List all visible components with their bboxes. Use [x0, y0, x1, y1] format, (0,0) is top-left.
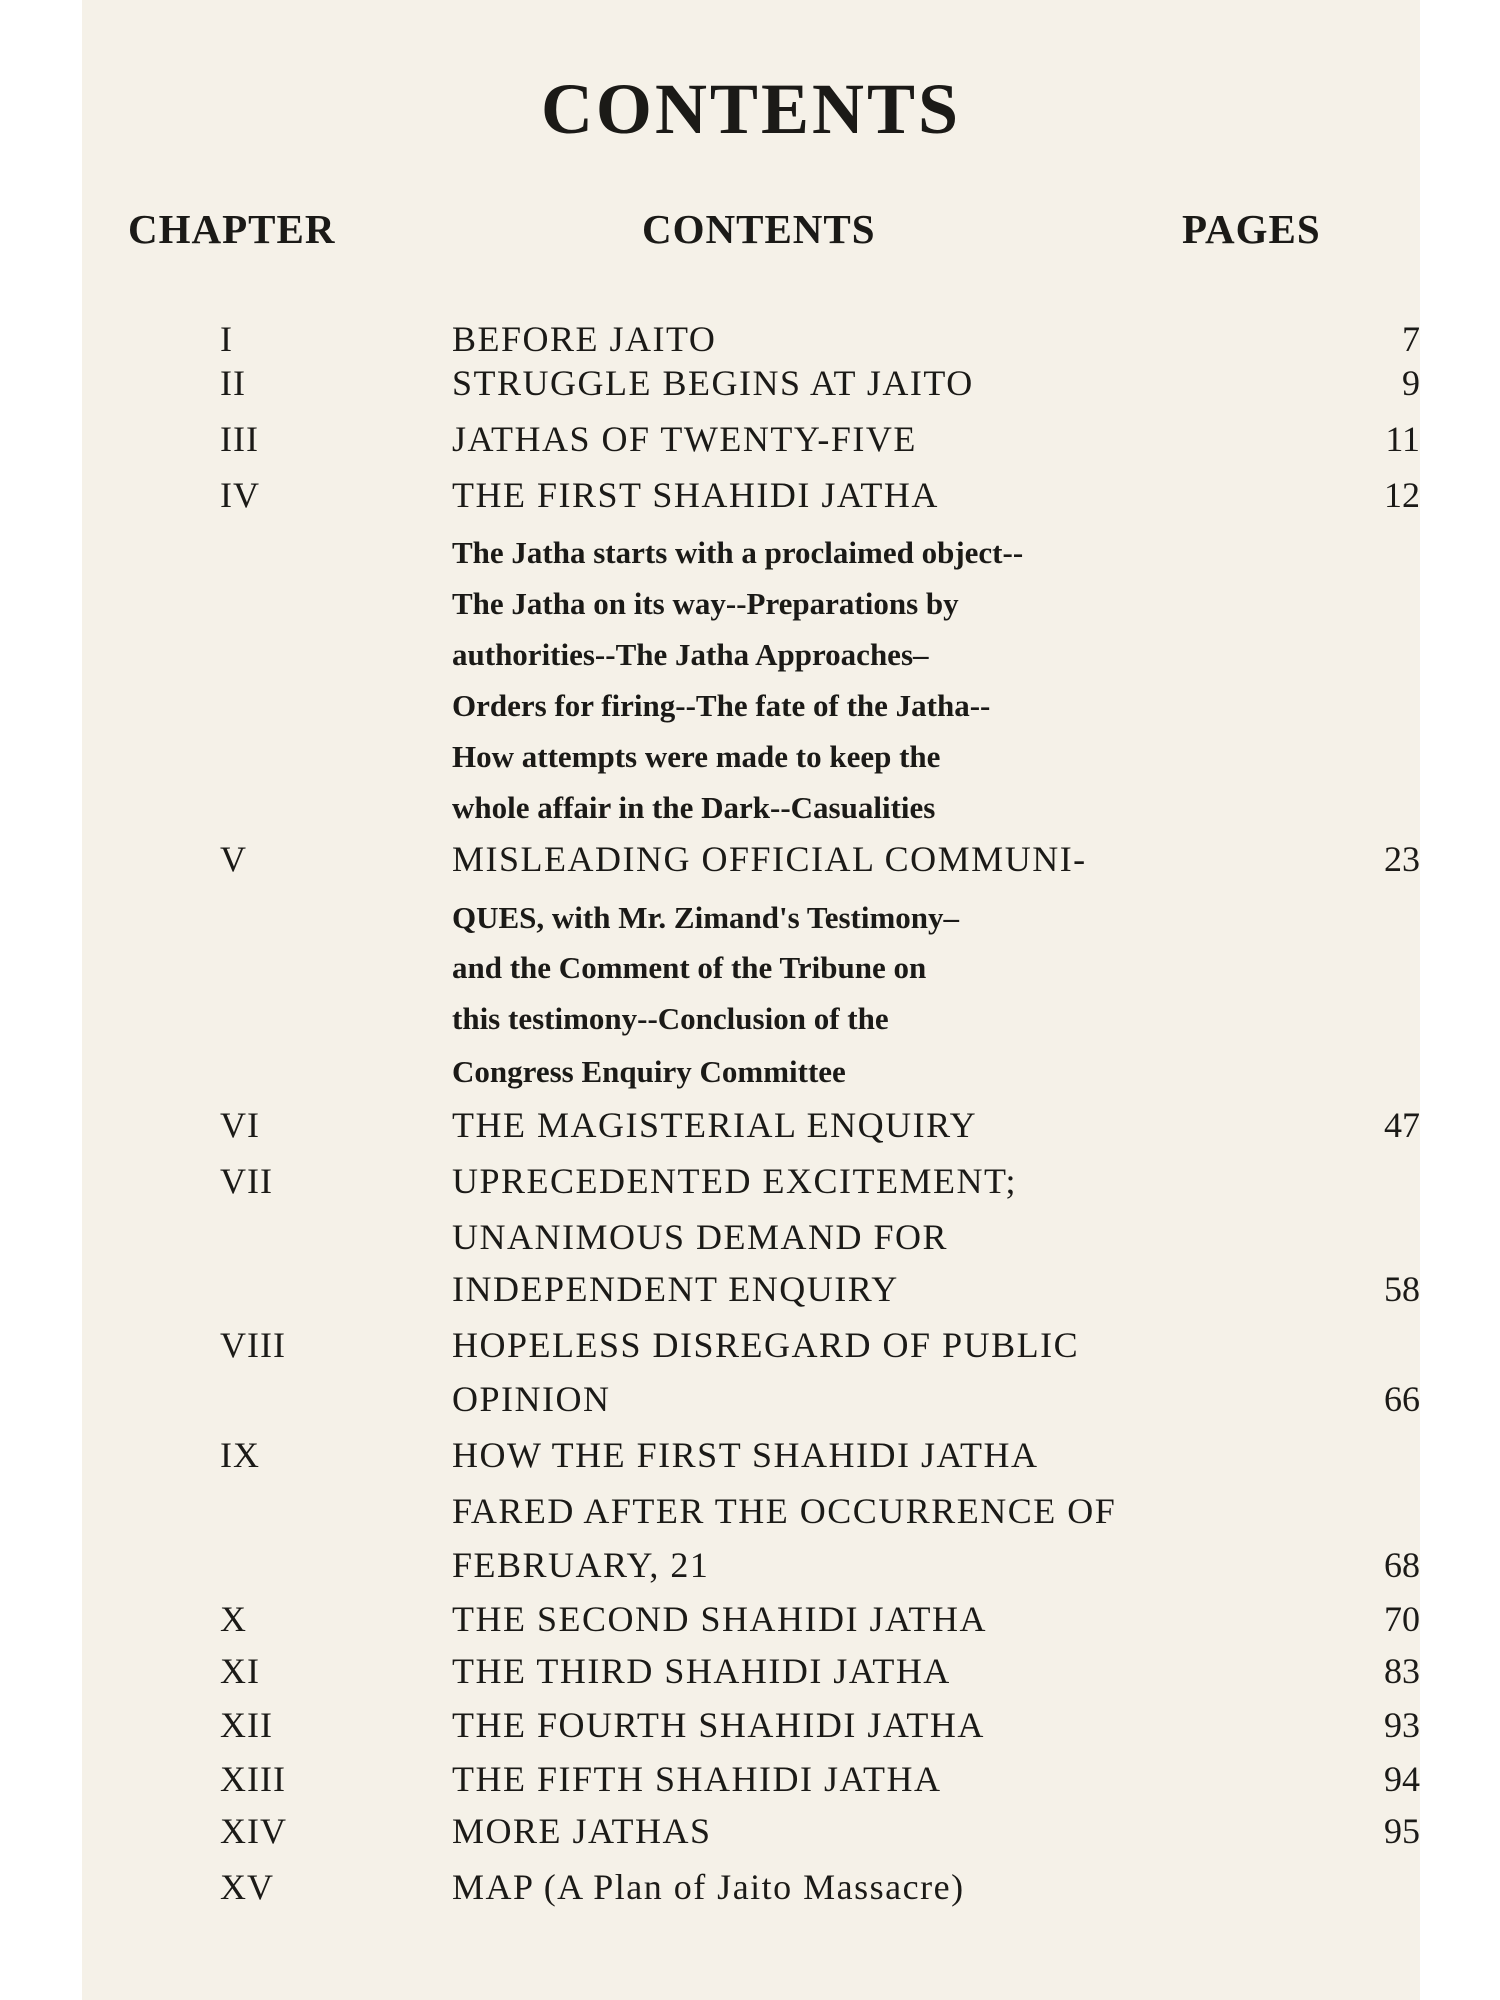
- chapter-summary-line: The Jatha starts with a proclaimed object--: [452, 535, 1024, 570]
- chapter-title: HOPELESS DISREGARD OF PUBLIC: [452, 1325, 1080, 1365]
- page-number: 68: [1384, 1545, 1420, 1585]
- page-number: 23: [1384, 839, 1420, 879]
- toc-entry: [82, 1704, 1420, 1754]
- chapter-summary-line: Orders for firing--The fate of the Jatha--: [452, 688, 991, 723]
- page-number: 7: [1402, 319, 1420, 359]
- chapter-title: UPRECEDENTED EXCITEMENT;: [452, 1161, 1017, 1201]
- toc-entry: [82, 1650, 1420, 1700]
- chapter-number: X: [220, 1599, 247, 1639]
- page-number: 94: [1384, 1759, 1420, 1799]
- chapter-title: MAP (A Plan of Jaito Massacre): [452, 1867, 965, 1907]
- chapter-title: BEFORE JAITO: [452, 319, 717, 359]
- toc-entry: [82, 1104, 1420, 1154]
- chapter-number: IX: [220, 1435, 260, 1475]
- chapter-number: VIII: [220, 1325, 286, 1365]
- chapter-title-continued: UNANIMOUS DEMAND FOR: [452, 1217, 949, 1257]
- pages-column-header: PAGES: [1182, 206, 1321, 252]
- toc-entry: [82, 1758, 1420, 1808]
- page-number: 95: [1384, 1811, 1420, 1851]
- page-number: 83: [1384, 1651, 1420, 1691]
- chapter-title: STRUGGLE BEGINS AT JAITO: [452, 363, 974, 403]
- chapter-number: VII: [220, 1161, 273, 1201]
- page-title: CONTENTS: [540, 69, 962, 149]
- page-number: 70: [1384, 1599, 1420, 1639]
- toc-entry: [82, 474, 1420, 524]
- toc-entry-continued: [82, 1378, 1420, 1428]
- page-number: 12: [1384, 475, 1420, 515]
- toc-entry-continued: [82, 1268, 1420, 1318]
- chapter-number: XIV: [220, 1811, 287, 1851]
- chapter-title: THE THIRD SHAHIDI JATHA: [452, 1651, 951, 1691]
- chapter-title: THE FIFTH SHAHIDI JATHA: [452, 1759, 942, 1799]
- contents-column-header: CONTENTS: [642, 206, 876, 252]
- chapter-title: MORE JATHAS: [452, 1811, 712, 1851]
- page-number: 47: [1384, 1105, 1420, 1145]
- chapter-title: THE MAGISTERIAL ENQUIRY: [452, 1105, 978, 1145]
- toc-entry: [82, 318, 1420, 368]
- toc-entry: [82, 1866, 1420, 1916]
- chapter-number: XV: [220, 1867, 274, 1907]
- chapter-number: VI: [220, 1105, 260, 1145]
- chapter-title-continued: INDEPENDENT ENQUIRY: [452, 1269, 899, 1309]
- chapter-title-continued: FEBRUARY, 21: [452, 1545, 710, 1585]
- chapter-number: II: [220, 363, 246, 403]
- chapter-title: THE FIRST SHAHIDI JATHA: [452, 475, 939, 515]
- toc-entry: [82, 1324, 1420, 1374]
- chapter-number: XIII: [220, 1759, 286, 1799]
- chapter-summary-line: Congress Enquiry Committee: [452, 1054, 846, 1089]
- chapter-title: THE FOURTH SHAHIDI JATHA: [452, 1705, 985, 1745]
- chapter-title-continued: OPINION: [452, 1379, 611, 1419]
- toc-entry: [82, 362, 1420, 412]
- chapter-summary-line: The Jatha on its way--Preparations by: [452, 586, 959, 621]
- page-number: 9: [1402, 363, 1420, 403]
- toc-entry: [82, 838, 1420, 888]
- chapter-number: V: [220, 839, 247, 879]
- page-number: 11: [1385, 419, 1420, 459]
- page-number: 58: [1384, 1269, 1420, 1309]
- chapter-summary-line: How attempts were made to keep the: [452, 739, 941, 774]
- chapter-summary-line: and the Comment of the Tribune on: [452, 950, 927, 985]
- chapter-summary-line: authorities--The Jatha Approaches–: [452, 637, 929, 672]
- chapter-title: THE SECOND SHAHIDI JATHA: [452, 1599, 987, 1639]
- chapter-column-header: CHAPTER: [128, 206, 336, 252]
- toc-entry-continued: [82, 1544, 1420, 1594]
- chapter-number: III: [220, 419, 259, 459]
- page-number: 93: [1384, 1705, 1420, 1745]
- chapter-title: JATHAS OF TWENTY-FIVE: [452, 419, 917, 459]
- chapter-summary-line: whole affair in the Dark--Casualities: [452, 790, 936, 825]
- toc-entry: [82, 1810, 1420, 1860]
- toc-entry: [82, 1160, 1420, 1210]
- chapter-number: XII: [220, 1705, 273, 1745]
- chapter-number: I: [220, 319, 233, 359]
- toc-entry: [82, 1598, 1420, 1648]
- chapter-title: MISLEADING OFFICIAL COMMUNI-: [452, 839, 1087, 879]
- toc-entry: [82, 418, 1420, 468]
- chapter-title: HOW THE FIRST SHAHIDI JATHA: [452, 1435, 1039, 1475]
- chapter-number: XI: [220, 1651, 260, 1691]
- book-page: [82, 0, 1420, 2000]
- page-number: 66: [1384, 1379, 1420, 1419]
- chapter-title-continued: FARED AFTER THE OCCURRENCE OF: [452, 1491, 1117, 1531]
- toc-entry: [82, 1434, 1420, 1484]
- chapter-number: IV: [220, 475, 260, 515]
- chapter-summary-line: this testimony--Conclusion of the: [452, 1001, 889, 1036]
- chapter-summary-line: QUES, with Mr. Zimand's Testimony–: [452, 900, 960, 935]
